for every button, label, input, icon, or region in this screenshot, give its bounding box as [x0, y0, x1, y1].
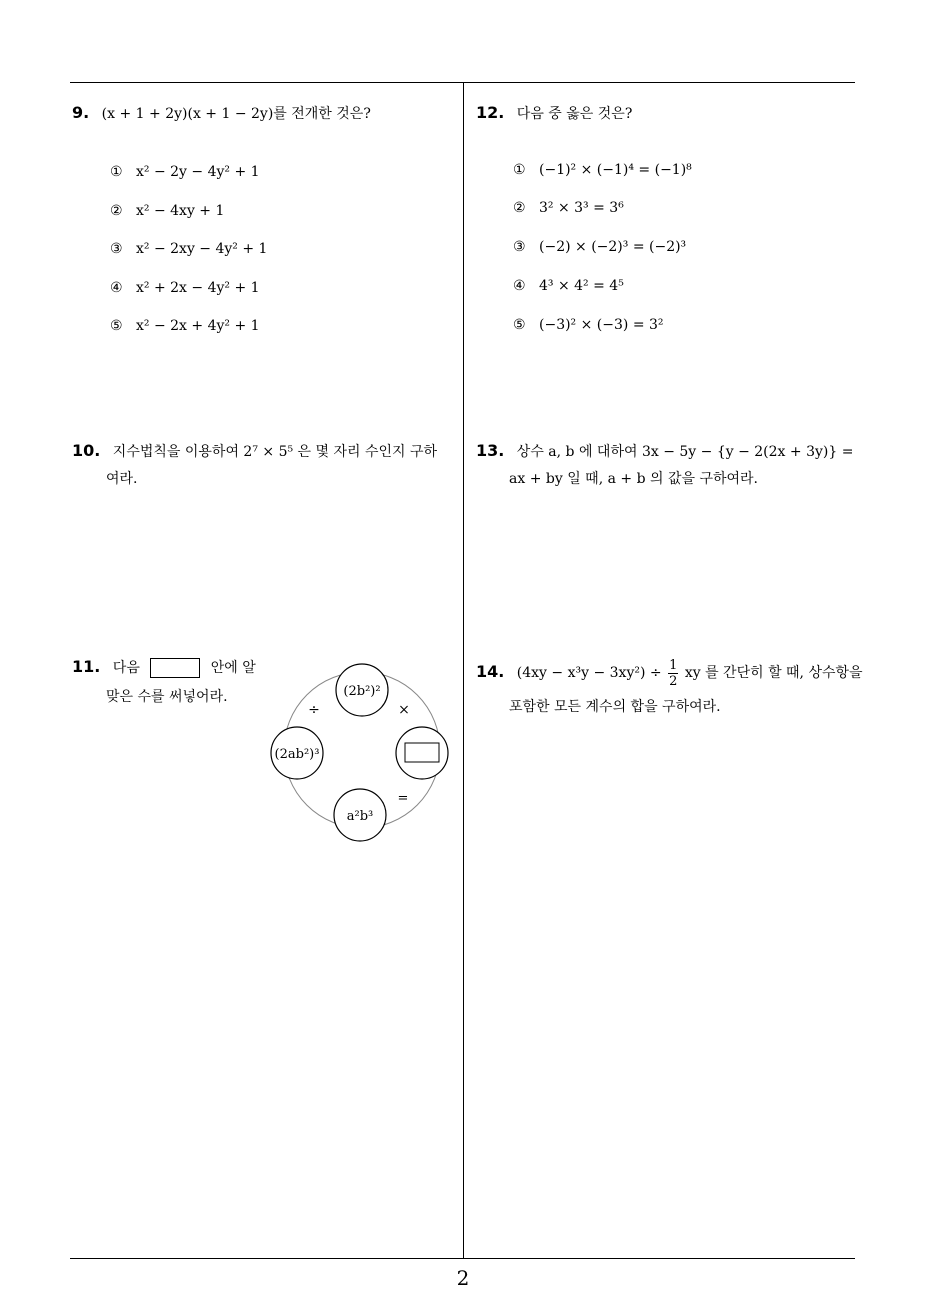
choice-9-4[interactable]	[110, 280, 260, 296]
question-text-line2: 맞은 수를 써넣어라.	[106, 689, 228, 705]
choice-12-2[interactable]	[513, 200, 624, 216]
choice-number: ③	[110, 241, 123, 257]
question-number: 11.	[72, 657, 101, 676]
question-text-part1: 다음	[112, 660, 140, 676]
choice-number: ④	[110, 280, 123, 296]
question-number: 9.	[72, 103, 90, 122]
node-left-label: (2ab²)³	[274, 747, 320, 762]
expression-tail: xy 를 간단히 할 때, 상수항을	[684, 665, 863, 681]
choice-number: ⑤	[110, 318, 123, 334]
choice-12-1[interactable]	[513, 162, 692, 178]
choice-text: x² + 2x − 4y² + 1	[136, 280, 260, 296]
node-bottom-label: a²b³	[346, 809, 374, 824]
choice-text: x² − 2xy − 4y² + 1	[136, 241, 268, 257]
question-text-line1: 지수법칙을 이용하여 2⁷ × 5⁵ 은 몇 자리 수인지 구하	[112, 444, 438, 460]
fraction-denominator: 2	[669, 673, 678, 689]
cycle-diagram	[262, 655, 462, 850]
operator-multiply: ×	[398, 702, 410, 718]
operator-divide: ÷	[308, 702, 320, 718]
choice-number: ①	[110, 164, 123, 180]
choice-12-3[interactable]	[513, 239, 686, 255]
question-text-line1: 상수 a, b 에 대하여 3x − 5y − {y − 2(2x + 3y)} =	[516, 444, 854, 460]
question-text-line2: 포함한 모든 계수의 합을 구하여라.	[509, 699, 721, 715]
bottom-rule	[70, 1258, 855, 1259]
choice-number: ②	[110, 203, 123, 219]
page-number: 2	[456, 1266, 470, 1290]
choice-text: 3² × 3³ = 3⁶	[539, 200, 624, 216]
choice-text: (−1)² × (−1)⁴ = (−1)⁸	[539, 162, 692, 178]
question-text-part2: 안에 알	[210, 660, 256, 676]
choice-12-4[interactable]	[513, 278, 624, 294]
question-text-line2: 여라.	[106, 471, 138, 487]
expression: (4xy − x³y − 3xy²) ÷	[516, 665, 662, 681]
question-text: 다음 중 옳은 것은?	[516, 106, 633, 122]
choice-text: x² − 4xy + 1	[136, 203, 225, 219]
answer-blank-box	[150, 658, 200, 678]
question-13	[476, 438, 853, 465]
choice-12-5[interactable]	[513, 317, 664, 333]
node-top-label: (2b²)²	[343, 684, 381, 699]
choice-number: ②	[513, 200, 526, 216]
choice-9-1[interactable]	[110, 164, 260, 180]
choice-text: (−2) × (−2)³ = (−2)³	[539, 239, 687, 255]
choice-number: ③	[513, 239, 526, 255]
question-number: 12.	[476, 103, 505, 122]
choice-text: x² − 2y − 4y² + 1	[136, 164, 260, 180]
diagram-answer-box	[405, 743, 439, 762]
choice-number: ⑤	[513, 317, 526, 333]
question-12	[476, 100, 632, 127]
choice-9-3[interactable]	[110, 241, 267, 257]
question-14	[476, 655, 863, 690]
question-10	[72, 438, 437, 465]
operator-equals: =	[397, 791, 409, 806]
question-11	[72, 654, 256, 681]
column-divider	[463, 83, 464, 1258]
question-number: 10.	[72, 441, 101, 460]
question-9	[72, 100, 371, 127]
fraction-one-half	[668, 658, 678, 689]
choice-number: ①	[513, 162, 526, 178]
choice-number: ④	[513, 278, 526, 294]
question-text-line2: ax + by 일 때, a + b 의 값을 구하여라.	[509, 471, 759, 487]
choice-9-5[interactable]	[110, 318, 260, 334]
choice-text: 4³ × 4² = 4⁵	[539, 278, 624, 294]
choice-text: x² − 2x + 4y² + 1	[136, 318, 260, 334]
question-text: (x + 1 + 2y)(x + 1 − 2y)를 전개한 것은?	[101, 106, 371, 122]
fraction-numerator: 1	[669, 657, 678, 673]
choice-9-2[interactable]	[110, 203, 224, 219]
choice-text: (−3)² × (−3) = 3²	[539, 317, 664, 333]
question-number: 14.	[476, 662, 505, 681]
question-number: 13.	[476, 441, 505, 460]
